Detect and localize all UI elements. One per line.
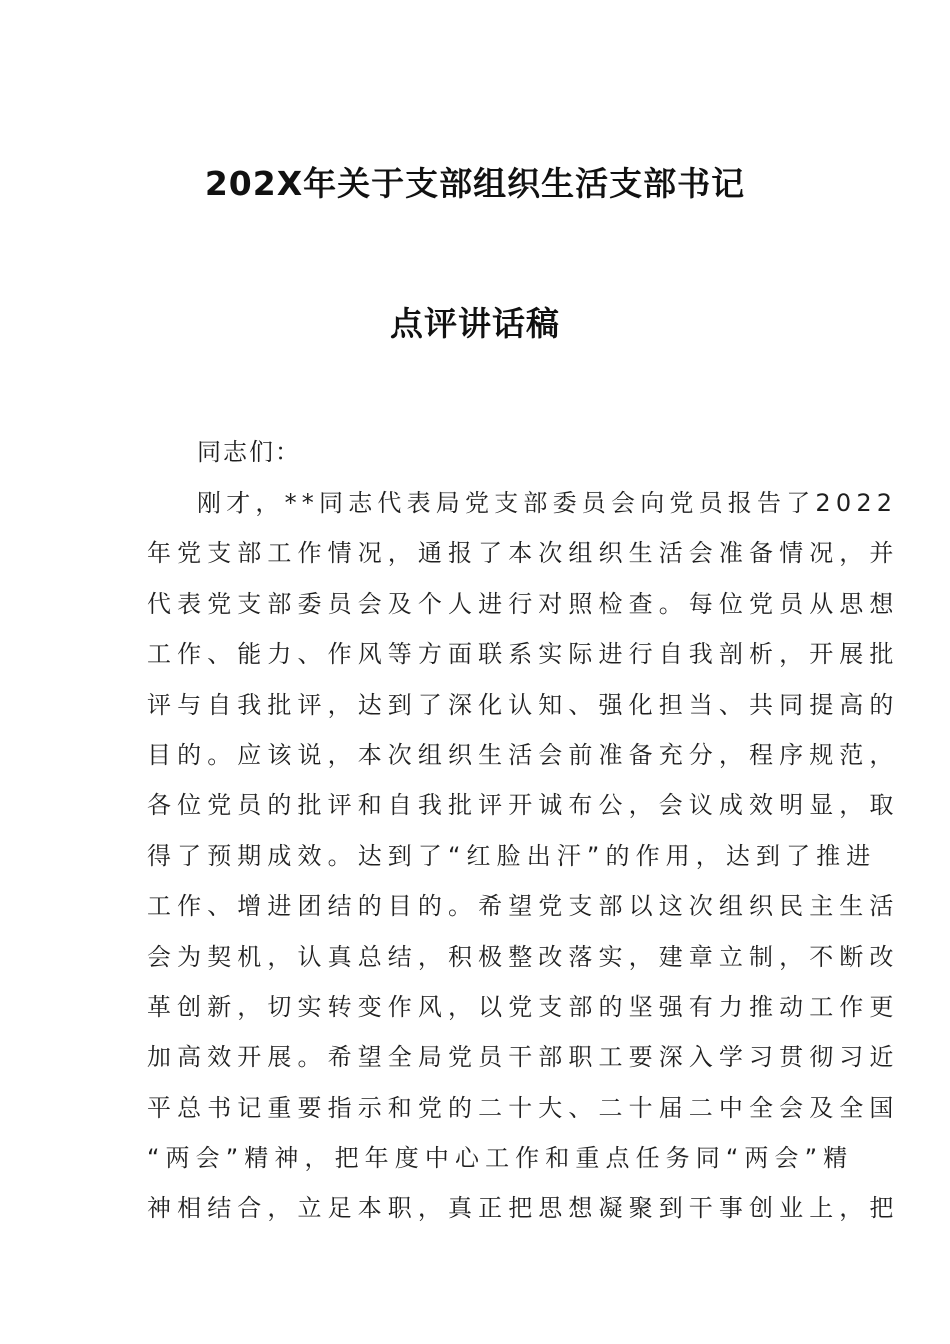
salutation: 同志们： xyxy=(197,438,301,466)
paragraph-line: 工作、能力、作风等方面联系实际进行自我剖析，开展批 xyxy=(147,640,900,669)
paragraph-line: 代表党支部委员会及个人进行对照检查。每位党员从思想 xyxy=(147,589,900,618)
body-paragraph xyxy=(147,478,900,1234)
paragraph-line: 会为契机，认真总结，积极整改落实，建章立制，不断改 xyxy=(147,942,900,971)
paragraph-line: “两会”精神，把年度中心工作和重点任务同“两会”精 xyxy=(147,1144,854,1173)
paragraph-line: 革创新，切实转变作风，以党支部的坚强有力推动工作更 xyxy=(147,992,900,1021)
paragraph-line: 神相结合，立足本职，真正把思想凝聚到干事创业上，把 xyxy=(147,1194,900,1223)
paragraph-line: 评与自我批评，达到了深化认知、强化担当、共同提高的 xyxy=(147,690,900,719)
paragraph-line: 刚才，**同志代表局党支部委员会向党员报告了2022 xyxy=(197,489,898,517)
paragraph-line: 目的。应该说，本次组织生活会前准备充分，程序规范， xyxy=(147,740,900,769)
document-title-line-2: 点评讲话稿 xyxy=(390,304,560,343)
paragraph-line: 得了预期成效。达到了“红脸出汗”的作用，达到了推进 xyxy=(147,841,877,870)
paragraph-line: 各位党员的批评和自我批评开诚布公，会议成效明显，取 xyxy=(147,791,900,820)
paragraph-line: 年党支部工作情况，通报了本次组织生活会准备情况，并 xyxy=(147,539,900,568)
paragraph-line: 工作、增进团结的目的。希望党支部以这次组织民主生活 xyxy=(147,892,900,921)
document-title-line-1: 202X年关于支部组织生活支部书记 xyxy=(204,164,746,203)
paragraph-line: 平总书记重要指示和党的二十大、二十届二中全会及全国 xyxy=(147,1093,900,1122)
paragraph-line: 加高效开展。希望全局党员干部职工要深入学习贯彻习近 xyxy=(147,1043,900,1072)
